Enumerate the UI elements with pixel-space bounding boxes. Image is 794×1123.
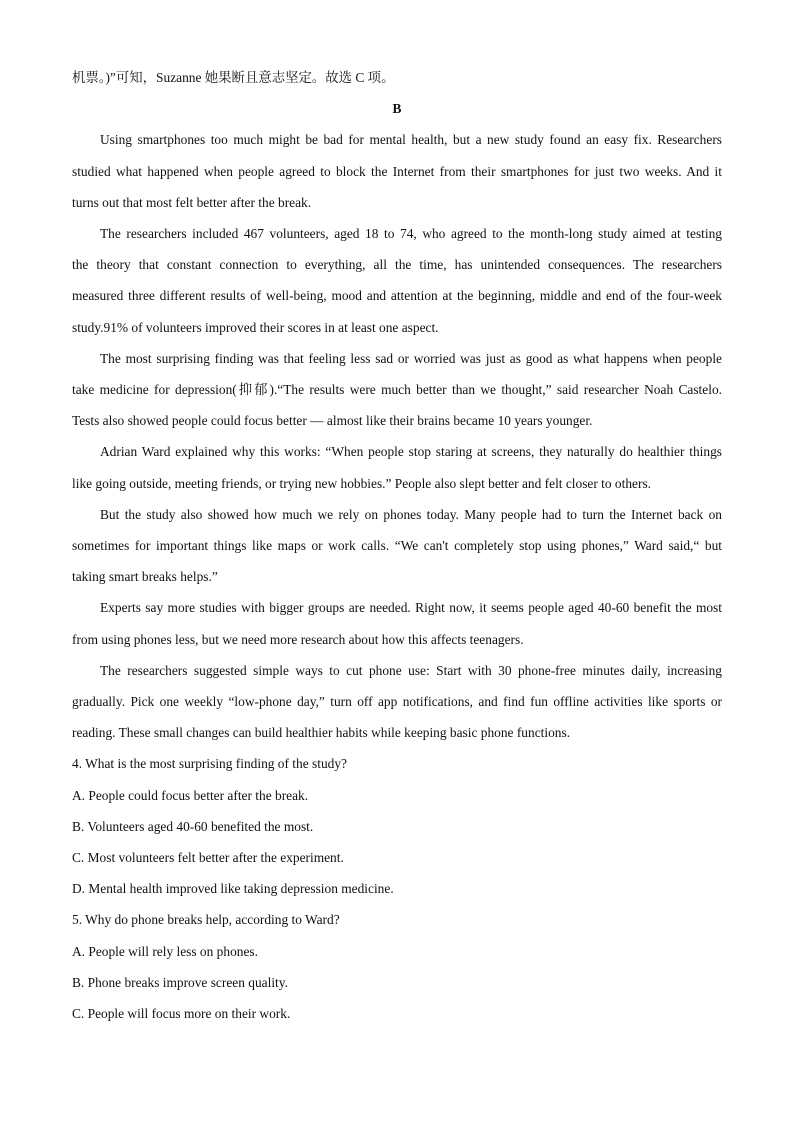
intro-line: 机票。)”可知，Suzanne 她果断且意志坚定。故选 C 项。 xyxy=(72,70,395,85)
document-page xyxy=(72,62,722,1029)
answer-option: A. People could focus better after the break. xyxy=(72,787,309,803)
paragraph xyxy=(72,655,722,749)
paragraph-line: take medicine for depression(抑郁).“The results were much better than we thought,” said researcher Noah Castelo. xyxy=(72,382,722,398)
paragraph-line: But the study also showed how much we rely on phones today. Many people had to turn the Internet back on xyxy=(100,506,722,522)
answer-option: B. Phone breaks improve screen quality. xyxy=(72,974,288,990)
paragraph-line: taking smart breaks helps.” xyxy=(72,569,218,585)
paragraph-line: sometimes for important things like maps or work calls. “We can't completely stop using phones,” Ward said,“ but xyxy=(72,538,722,554)
question-stem: 4. What is the most surprising finding of the study? xyxy=(72,756,347,772)
paragraph-line: The researchers included 467 volunteers, aged 18 to 74, who agreed to the month-long study aimed at testing xyxy=(100,226,722,242)
paragraph xyxy=(72,436,722,498)
answer-option: D. Mental health improved like taking depression medicine. xyxy=(72,881,394,897)
paragraph-line: gradually. Pick one weekly “low-phone day,” turn off app notifications, and find fun offline activities like sports or xyxy=(72,694,722,710)
paragraph-line: from using phones less, but we need more research about how this affects teenagers. xyxy=(72,631,524,647)
paragraph-line: turns out that most felt better after the break. xyxy=(72,194,312,210)
answer-option: C. People will focus more on their work. xyxy=(72,1006,291,1022)
paragraph xyxy=(72,499,722,593)
paragraph xyxy=(72,343,722,437)
answer-option: A. People will rely less on phones. xyxy=(72,943,258,959)
paragraph-line: the theory that constant connection to everything, all the time, has unintended consequences. The researchers xyxy=(72,257,722,273)
paragraph-line: Adrian Ward explained why this works: “When people stop staring at screens, they naturally do healthier things xyxy=(100,444,722,460)
paragraph-line: Experts say more studies with bigger groups are needed. Right now, it seems people aged 40-60 benefit the most xyxy=(100,600,722,616)
paragraph-line: reading. These small changes can build healthier habits while keeping basic phone functions. xyxy=(72,725,571,741)
paragraph xyxy=(72,124,722,218)
question-stem: 5. Why do phone breaks help, according to Ward? xyxy=(72,912,340,928)
question-4 xyxy=(72,748,722,904)
answer-option: B. Volunteers aged 40-60 benefited the most. xyxy=(72,818,314,834)
paragraph-line: study.91% of volunteers improved their scores in at least one aspect. xyxy=(72,319,439,335)
paragraph-line: studied what happened when people agreed to block the Internet from their smartphones for just two weeks. And it xyxy=(72,163,722,179)
paragraph-line: Tests also showed people could focus better — almost like their brains became 10 years younger. xyxy=(72,413,593,429)
paragraph xyxy=(72,218,722,343)
section-title: B xyxy=(392,101,402,117)
paragraph-line: like going outside, meeting friends, or trying new hobbies.” People also slept better and felt closer to others. xyxy=(72,475,652,491)
answer-option: C. Most volunteers felt better after the experiment. xyxy=(72,850,344,866)
paragraph-line: The most surprising finding was that feeling less sad or worried was just as good as what happens when people xyxy=(100,350,722,366)
paragraph xyxy=(72,592,722,654)
paragraph-line: The researchers suggested simple ways to cut phone use: Start with 30 phone-free minutes daily, increasing xyxy=(100,662,722,678)
paragraph-line: Using smartphones too much might be bad for mental health, but a new study found an easy fix. Researchers xyxy=(100,132,722,148)
question-5 xyxy=(72,904,722,1029)
passage xyxy=(72,124,722,748)
paragraph-line: measured three different results of well-being, mood and attention at the beginning, middle and end of the four-week xyxy=(72,288,722,304)
